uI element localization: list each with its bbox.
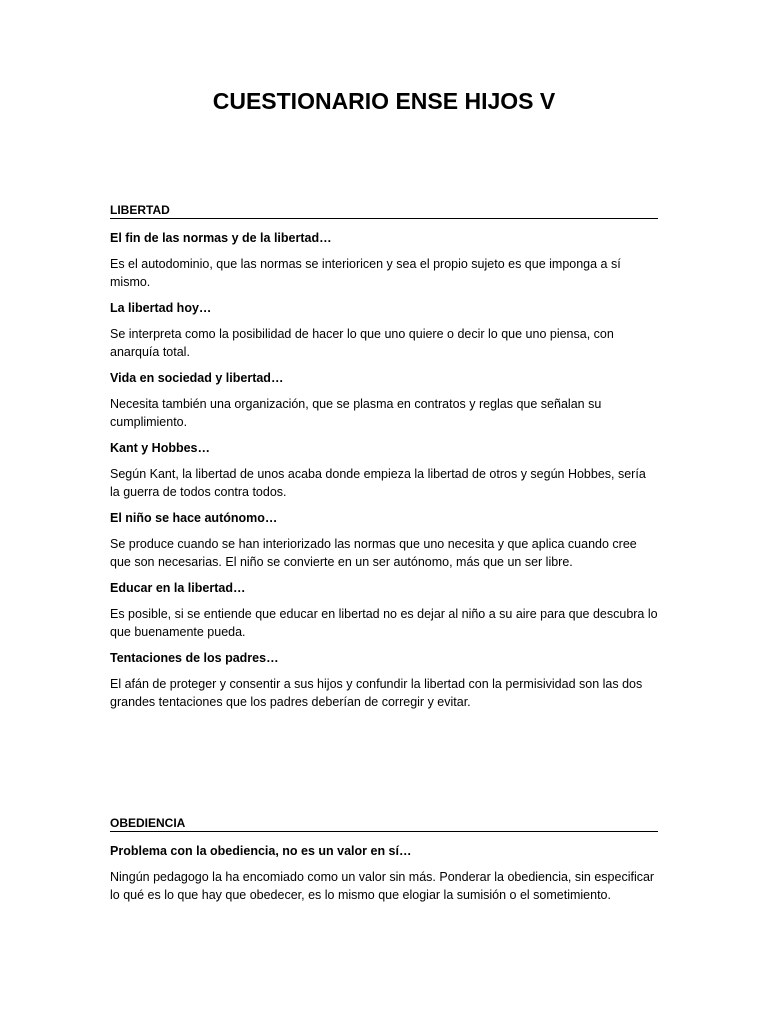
section-heading: LIBERTAD: [110, 203, 658, 219]
qa-item: [110, 579, 658, 641]
qa-item: [110, 649, 658, 711]
question-text: El niño se hace autónomo…: [110, 511, 278, 525]
section-libertad: [110, 203, 658, 719]
qa-item: [110, 229, 658, 291]
qa-item: [110, 439, 658, 501]
document-title: CUESTIONARIO ENSE HIJOS V: [212, 88, 556, 114]
answer-text: Se produce cuando se han interiorizado las normas que uno necesita y que aplica cuando cree que son necesarias. El niño se convierte en un ser autónomo, más que un ser libre.: [110, 537, 637, 569]
question-text: La libertad hoy…: [110, 301, 212, 315]
qa-item: [110, 369, 658, 431]
question-text: Tentaciones de los padres…: [110, 651, 279, 665]
answer-text: Se interpreta como la posibilidad de hacer lo que uno quiere o decir lo que uno piensa, con anarquía total.: [110, 327, 614, 359]
qa-item: [110, 842, 658, 904]
answer-text: Según Kant, la libertad de unos acaba donde empieza la libertad de otros y según Hobbes, sería la guerra de todos contra todos.: [110, 467, 646, 499]
question-text: El fin de las normas y de la libertad…: [110, 231, 332, 245]
question-text: Vida en sociedad y libertad…: [110, 371, 284, 385]
qa-item: [110, 299, 658, 361]
answer-text: Es el autodominio, que las normas se interioricen y sea el propio sujeto es que imponga a sí mismo.: [110, 257, 621, 289]
question-text: Educar en la libertad…: [110, 581, 246, 595]
answer-text: Es posible, si se entiende que educar en libertad no es dejar al niño a su aire para que descubra lo que buenamente pueda.: [110, 607, 658, 639]
section-heading: OBEDIENCIA: [110, 816, 658, 832]
answer-text: Ningún pedagogo la ha encomiado como un valor sin más. Ponderar la obediencia, sin especificar lo qué es lo que hay que obedecer, es lo mismo que elogiar la sumisión o el sometimiento.: [110, 870, 655, 902]
question-text: Kant y Hobbes…: [110, 441, 211, 455]
section-obediencia: [110, 816, 658, 912]
answer-text: Necesita también una organización, que se plasma en contratos y reglas que señalan su cumplimiento.: [110, 397, 602, 429]
answer-text: El afán de proteger y consentir a sus hijos y confundir la libertad con la permisividad son las dos grandes tentaciones que los padres deberían de corregir y evitar.: [110, 677, 643, 709]
question-text: Problema con la obediencia, no es un valor en sí…: [110, 844, 412, 858]
qa-item: [110, 509, 658, 571]
